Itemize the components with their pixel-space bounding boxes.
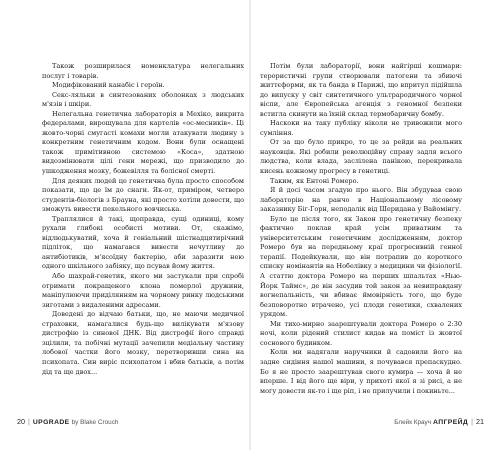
right-paragraph-4: Таким, як Ентоні Ромеро. <box>270 176 359 185</box>
right-author: Блейк Крауч <box>394 419 432 426</box>
right-page-number: 21 <box>476 417 484 426</box>
left-by-author: by Blake Crouch <box>71 419 119 426</box>
footer-separator: | <box>28 419 30 426</box>
left-page-footer <box>17 417 118 426</box>
right-paragraph-7: Ми тихо-мирно заарештували доктора Ромеро о 2:30 ночі, коли рідений стилист кидав на поміст із жовтої соснового будинком. <box>260 319 462 347</box>
left-paragraph-1: Також розширилася номенклатура нелегальних послуг і товарів. <box>42 62 244 80</box>
right-book-title: АПГРЕЙД <box>433 419 469 426</box>
right-paragraph-8: Коли ми надягали наручники й садовили його на задне сидіння нашої машини, я почувався препаскудно. Бо я не просто заарештував свого кумира — хоча й не вперше. І від його ще віри, у прихоті якої я зі рисі, а не могу довести як-то і ще ріп, і не прилучили і покиньте... <box>260 348 462 395</box>
right-page-footer <box>394 417 484 426</box>
left-paragraph-8: Доведені до відчаю батьки, що, не маючи медичної страховки, намагалися будь-що вилікувати м'язову дистрофію із синової ДНК. Від дистрофії його справді зцілили, та побічні мутації зачепили медіальну частину лобової частки його мозку, перетворивши сина на психопата. Син виріс психопатом і вбив батьків, а потім дід та ще двох... <box>42 310 244 376</box>
right-page <box>250 0 500 450</box>
left-paragraph-7: Або шахрай-генетик, якого ми застукали при спробі отримати покращеного клона померлої дружини, маніпулюючи приділянням на чорному ринку людськими зиготами з видаленими адресами. <box>42 272 244 309</box>
left-paragraph-2: Модифікований канабіс і героїн. <box>52 81 165 90</box>
left-paragraph-5: Для деяких людей це генетична була просто способом показати, що це їм до снаги. Як-от, приміром, четверо студентів-біологів з Брауна, які просто хотіли довести, що зможуть вивести пекельного вовчиська. <box>42 176 244 214</box>
right-paragraph-3: От за що було прикро, то це за рейди на реальних науковців. Які робили революційну справу задля всього людства, коли влада, заслілена панікою, перекривала кисень кожному прогресу в генетиці. <box>260 138 462 176</box>
left-page-number: 20 <box>17 417 25 426</box>
right-paragraph-1: Потім були лабораторії, вони найгірші кошмари: терористичні групи створювали патогени та збиючі життєформи, як та банда в Парижі, що впритул підійшла до випуску у світ синтетичного ультрародичного чорної віспи, але Європейська агенція з геномної безпеки встигла скинути на їхній склад термобаричну бомбу. <box>260 62 462 118</box>
right-paragraph-6: Було це після того, як Закон про генетичну безпеку фактично поклав край усім приватним та університетським генетичним дослідженням, доктор Ромеро був на передньому краї прогресивній генної терапії. Подейкували, що він потрапив до короткого списку номінантів на Нобелівку з медицини чи фізіології. А статтю доктора Ромеро на перших шпальтах «Нью-Йорк Таймс», де він засудив той закон за невиправдану вогнепальність, чи вбиває ймовірність того, що буде безповоротно втрачено, усі плоди генетики, схвалених урядом. <box>260 214 462 319</box>
right-paragraph-5: Я й досі часом згадую про нього. Він збудував свою лабораторію на ранчо в Національному лісовому заказнику Біг-Горн, неподалік від Шеридана у Вайомінгу. <box>260 186 462 214</box>
right-paragraph-2: Наскоки на таку публіку ніколи не тривожили мого сумління. <box>260 119 462 137</box>
footer-separator: | <box>471 419 473 426</box>
left-paragraph-4: Нелегальна генетична лабораторія в Мехіко, викрита федералами, вирощувала для картелів «ос-месників». Ці жовто-чорні смугасті комахи могли атакувати людину з конкретним генетичним кодом. Вони були оснащені також примітивною системою «Коса», здатною видозмінювати цілі гени мережі, що призводило до ушкодження мозку, божевілля та болісної смерті. <box>42 109 244 176</box>
left-paragraph-3: Секс-ляльки в синтезованих оболонках з людських м'язів і шкіри. <box>42 90 244 109</box>
left-paragraph-6: Траплялися й такі, щоправда, сущі одиниці, кому рухали глибокі особисті мотиви. От, скажімо, відлюдькуватий, хоча й геніальний шістнадцятирічний підліток, що намагався вивести нечутливу до антибіотиків, м'ясоїдну бактерію, аби заразити нею одного шкільного забіяку, що псував йому життя. <box>42 214 244 271</box>
left-book-title: UPGRADE <box>32 419 70 426</box>
